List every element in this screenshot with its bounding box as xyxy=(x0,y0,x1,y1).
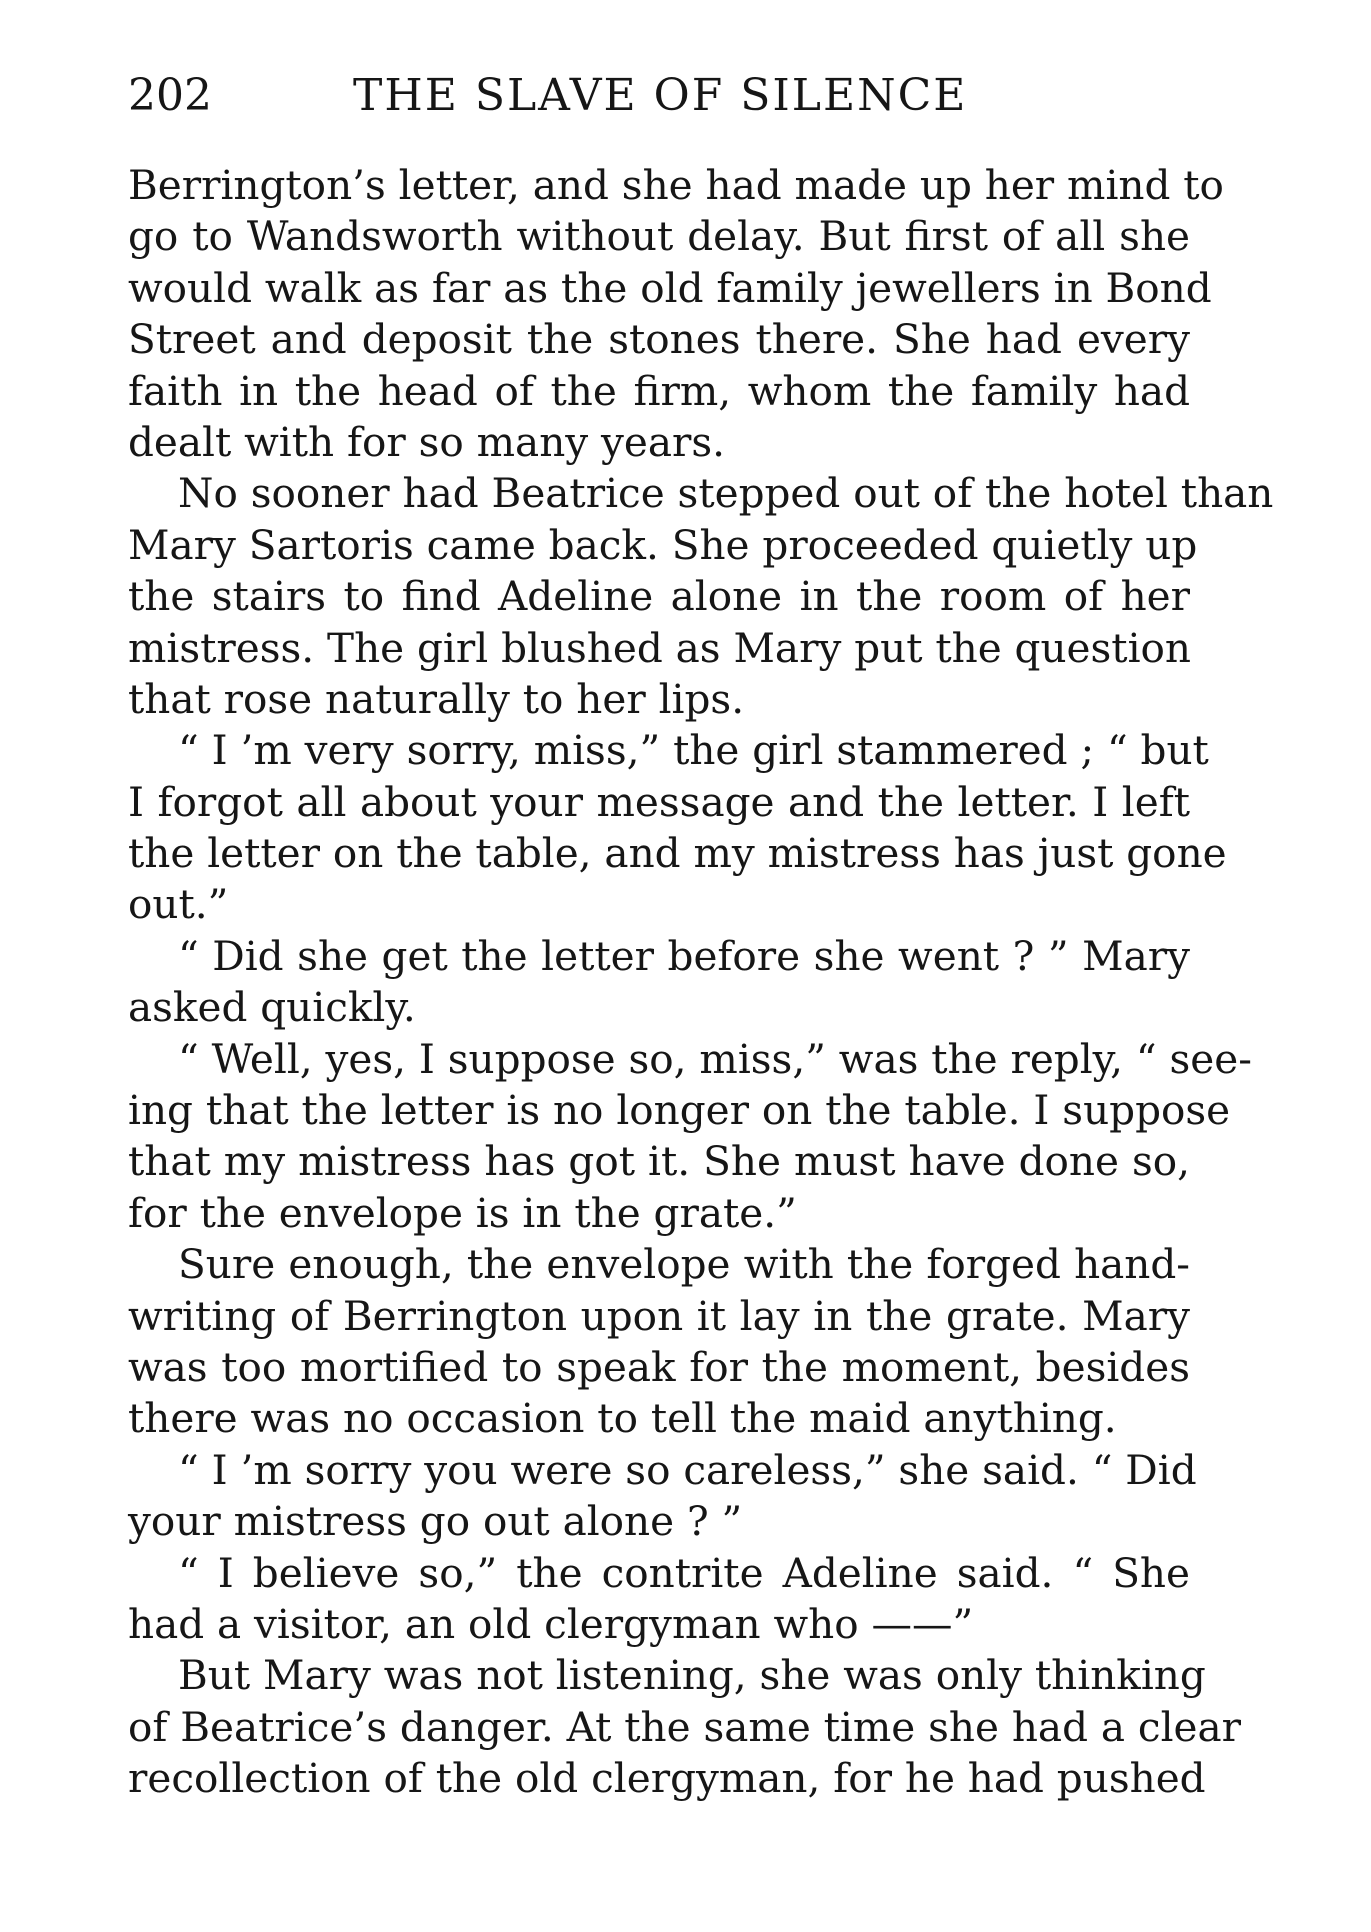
text-line: Sure enough, the envelope with the forged hand- xyxy=(178,1240,1190,1289)
text-line: “ Well, yes, I suppose so, miss,” was the reply, “ see- xyxy=(178,1034,1252,1083)
running-title: THE SLAVE OF SILENCE xyxy=(353,70,968,121)
text-line: faith in the head of the firm, whom the family had xyxy=(128,366,1190,415)
text-line: mistress. The girl blushed as Mary put the question xyxy=(128,623,1192,672)
text-line: of Beatrice’s danger. At the same time she had a clear xyxy=(128,1702,1241,1751)
text-line: dealt with for so many years. xyxy=(128,417,726,466)
text-line: “ Did she get the letter before she went ? ” Mary xyxy=(178,931,1190,980)
page-number: 202 xyxy=(128,70,212,121)
text-line: recollection of the old clergyman, for he had pushed xyxy=(128,1754,1206,1803)
text-line: out.” xyxy=(128,880,229,929)
text-line: ing that the letter is no longer on the table. I suppose xyxy=(128,1086,1231,1135)
text-line: the letter on the table, and my mistress has just gone xyxy=(128,829,1227,878)
text-line: But Mary was not listening, she was only thinking xyxy=(178,1651,1206,1700)
text-line: there was no occasion to tell the maid anything. xyxy=(128,1394,1117,1443)
body-text xyxy=(128,160,1274,1805)
text-line: asked quickly. xyxy=(128,983,416,1032)
text-line: that rose naturally to her lips. xyxy=(128,674,745,723)
text-line: “ I ’m sorry you were so careless,” she said. “ Did xyxy=(178,1445,1197,1494)
text-line: Street and deposit the stones there. She had every xyxy=(128,315,1190,364)
text-line: Mary Sartoris came back. She proceeded quietly up xyxy=(128,520,1198,569)
text-line: “ I ’m very sorry, miss,” the girl stammered ; “ but xyxy=(178,726,1209,775)
text-line: had a visitor, an old clergyman who ——” xyxy=(128,1599,974,1648)
text-line: Berrington’s letter, and she had made up her mind to xyxy=(128,161,1224,209)
text-line: the stairs to find Adeline alone in the room of her xyxy=(128,572,1190,621)
text-line: your mistress go out alone ? ” xyxy=(128,1497,743,1546)
page-header xyxy=(128,66,1190,126)
text-line: for the envelope is in the grate.” xyxy=(128,1188,797,1237)
text-line: “ I believe so,” the contrite Adeline said. “ She xyxy=(178,1548,1190,1597)
text-line: writing of Berrington upon it lay in the grate. Mary xyxy=(128,1291,1190,1340)
text-line: I forgot all about your message and the letter. I left xyxy=(128,777,1190,826)
text-line: was too mortified to speak for the moment, besides xyxy=(128,1342,1190,1391)
text-line: that my mistress has got it. She must have done so, xyxy=(128,1137,1190,1186)
text-line: No sooner had Beatrice stepped out of the hotel than xyxy=(178,469,1274,518)
text-line: go to Wandsworth without delay. But first of all she xyxy=(128,212,1190,261)
text-line: would walk as far as the old family jewellers in Bond xyxy=(128,263,1212,312)
